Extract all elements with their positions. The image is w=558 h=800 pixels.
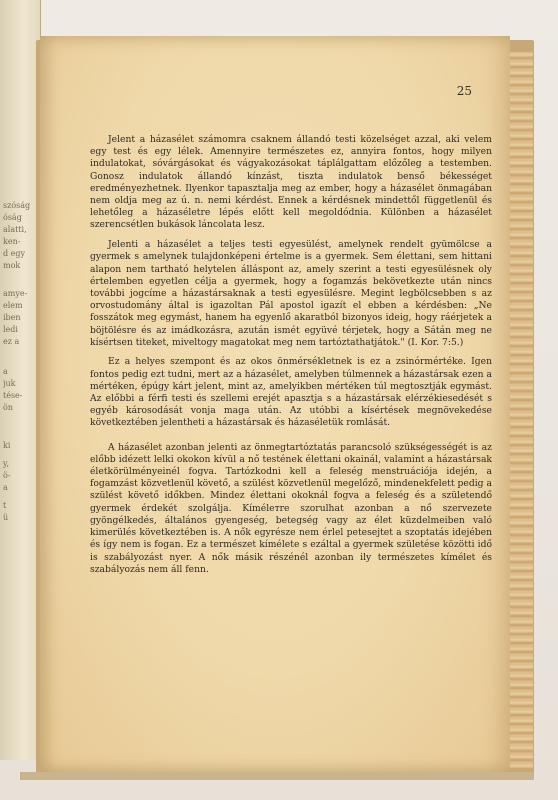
previous-page-fragment: d egy bbox=[3, 249, 26, 258]
previous-page-fragment: óság bbox=[3, 213, 22, 222]
previous-page-fragment: juk bbox=[3, 379, 16, 388]
previous-page-fragment: ken- bbox=[3, 237, 21, 246]
previous-page-fragment: a bbox=[3, 367, 8, 376]
previous-page-fragment: ön bbox=[3, 403, 13, 412]
paragraph: A házasélet azonban jelenti az önmegtartóztatás parancsoló szükségességét is az előbb idézett lelki okokon kívül a nő testének élettani okainál, valamint a házastársak életkörülményeinél fogva. Tartózkodni kell a feleség menstruációja idején, a fogamzást közvetlenül követő, a szülést közvetlenül megelőző, mindenekfelett pedig a szülést követő időkben. Mindez élettani okoknál fogva a feleség és a születendő gyermek érdekét szolgálja. Kímélетre szorulhat azonban a nő szervezete gyöngélkedés, általános gyengeség, betegség vagy az élet küzdelmeiben való kimerülés következtében is. A nők egyrésze nem érlel petesejtet a szoptatás idejében és így nem is fogan. Ez a természet kímélete s ezáltal a gyermek születése közötti idő is szabályozást nyer. A nők másik részénél azonban ily természetes kímélet és szabályozás nem áll fenn. bbox=[90, 441, 492, 575]
previous-page-fragment: mok bbox=[3, 261, 21, 270]
previous-page-fragment: ez a bbox=[3, 337, 20, 346]
previous-page-fragment: amye- bbox=[3, 289, 28, 298]
previous-page-fragment: ü bbox=[3, 513, 9, 522]
previous-page-fragment: iben bbox=[3, 313, 21, 322]
page-number: 25 bbox=[456, 84, 472, 98]
previous-page-edge bbox=[0, 0, 41, 760]
previous-page-fragment: elem bbox=[3, 301, 23, 310]
paragraph: Jelenti a házasélet a teljes testi egyesülést, amelynek rendelt gyümölcse a gyermek s amelynek tulajdonképeni értelme is a gyermek. Sem élettani, sem hittani alapon nem tartható helytelen álláspont az, amely szerint a testi egyesülésnek oly értelemben egyetlen célja a gyermek, hogy a fogamzás bekövetkezte után nincs további jogcíme a házastársaknak a testi egyesülésre. Megint legbölcsebben s az orvostudomány által is igazoltan Pál apostol igazít el ebben a kérdésben: „Ne fosszátok meg egymást, hanem ha egyenlő akaratból bizonyos ideig, hogy ráérjetek a böjtölésre és az imádkozásra, azután ismét együvé térjetek, hogy a Sátán meg ne kísértsen titeket, miveltogy magatokat meg nem tartóztathatjátok." (I. Kor. 7:5.) bbox=[90, 239, 492, 348]
previous-page-fragment: szóság bbox=[3, 201, 31, 210]
page-text bbox=[90, 134, 492, 583]
paragraph: Ez a helyes szempont és az okos önmérsékletnek is ez a zsinórmértéke. Igen fontos pedig ezt tudni, mert az a házasélet, amelyben túlmennek a házastársak ezen a mértéken, épúgy kárt jelent, mint az, amelyikben mértéken túl megtosztják egymást. Az előbbi a férfi testi és szellemi erejét apasztja s a házastársak elérzékiesedését s egyéb károsodását vonja maga után. Az utóbbi a kísértések megnövekedése következtében jelentheti a házastársak és házaséletük romlását. bbox=[90, 356, 492, 429]
book-bottom-edge bbox=[20, 772, 534, 780]
paragraph: Jelent a házasélet számomra csaknem állandó testi közelséget azzal, aki velem egy test és egy lélek. Amennyire természetes ez, annyira fontos, hogy milyen indulatokat, sóvárgásokat és vágyakozásokat táplálgattam előzőleg a testemben. Gonosz indulatok állandó kínzást, tiszta indulatok benső békességet eredményezhetnek. Ilyenkor tapasztalja meg az ember, hogy a házasélet önmagában nem oldja meg az ú. n. nemi kérdést. Ennek a kérdésnek mindettől függetlenül és lehetőleg a házaséletre lépés előtt kell megoldódnia. Különben a házasélet szerencsétlen bukások láncolata lesz. bbox=[90, 134, 492, 231]
book-page bbox=[40, 36, 510, 772]
previous-page-fragment: a bbox=[3, 483, 8, 492]
previous-page-fragment: ledi bbox=[3, 325, 18, 334]
previous-page-fragment: ö- bbox=[3, 471, 11, 480]
previous-page-fragment: y, bbox=[3, 459, 9, 468]
previous-page-fragment: t bbox=[3, 501, 7, 510]
previous-page-fragment: alatti, bbox=[3, 225, 27, 234]
previous-page-fragment: tése- bbox=[3, 391, 23, 400]
previous-page-fragment: ki bbox=[3, 441, 11, 450]
